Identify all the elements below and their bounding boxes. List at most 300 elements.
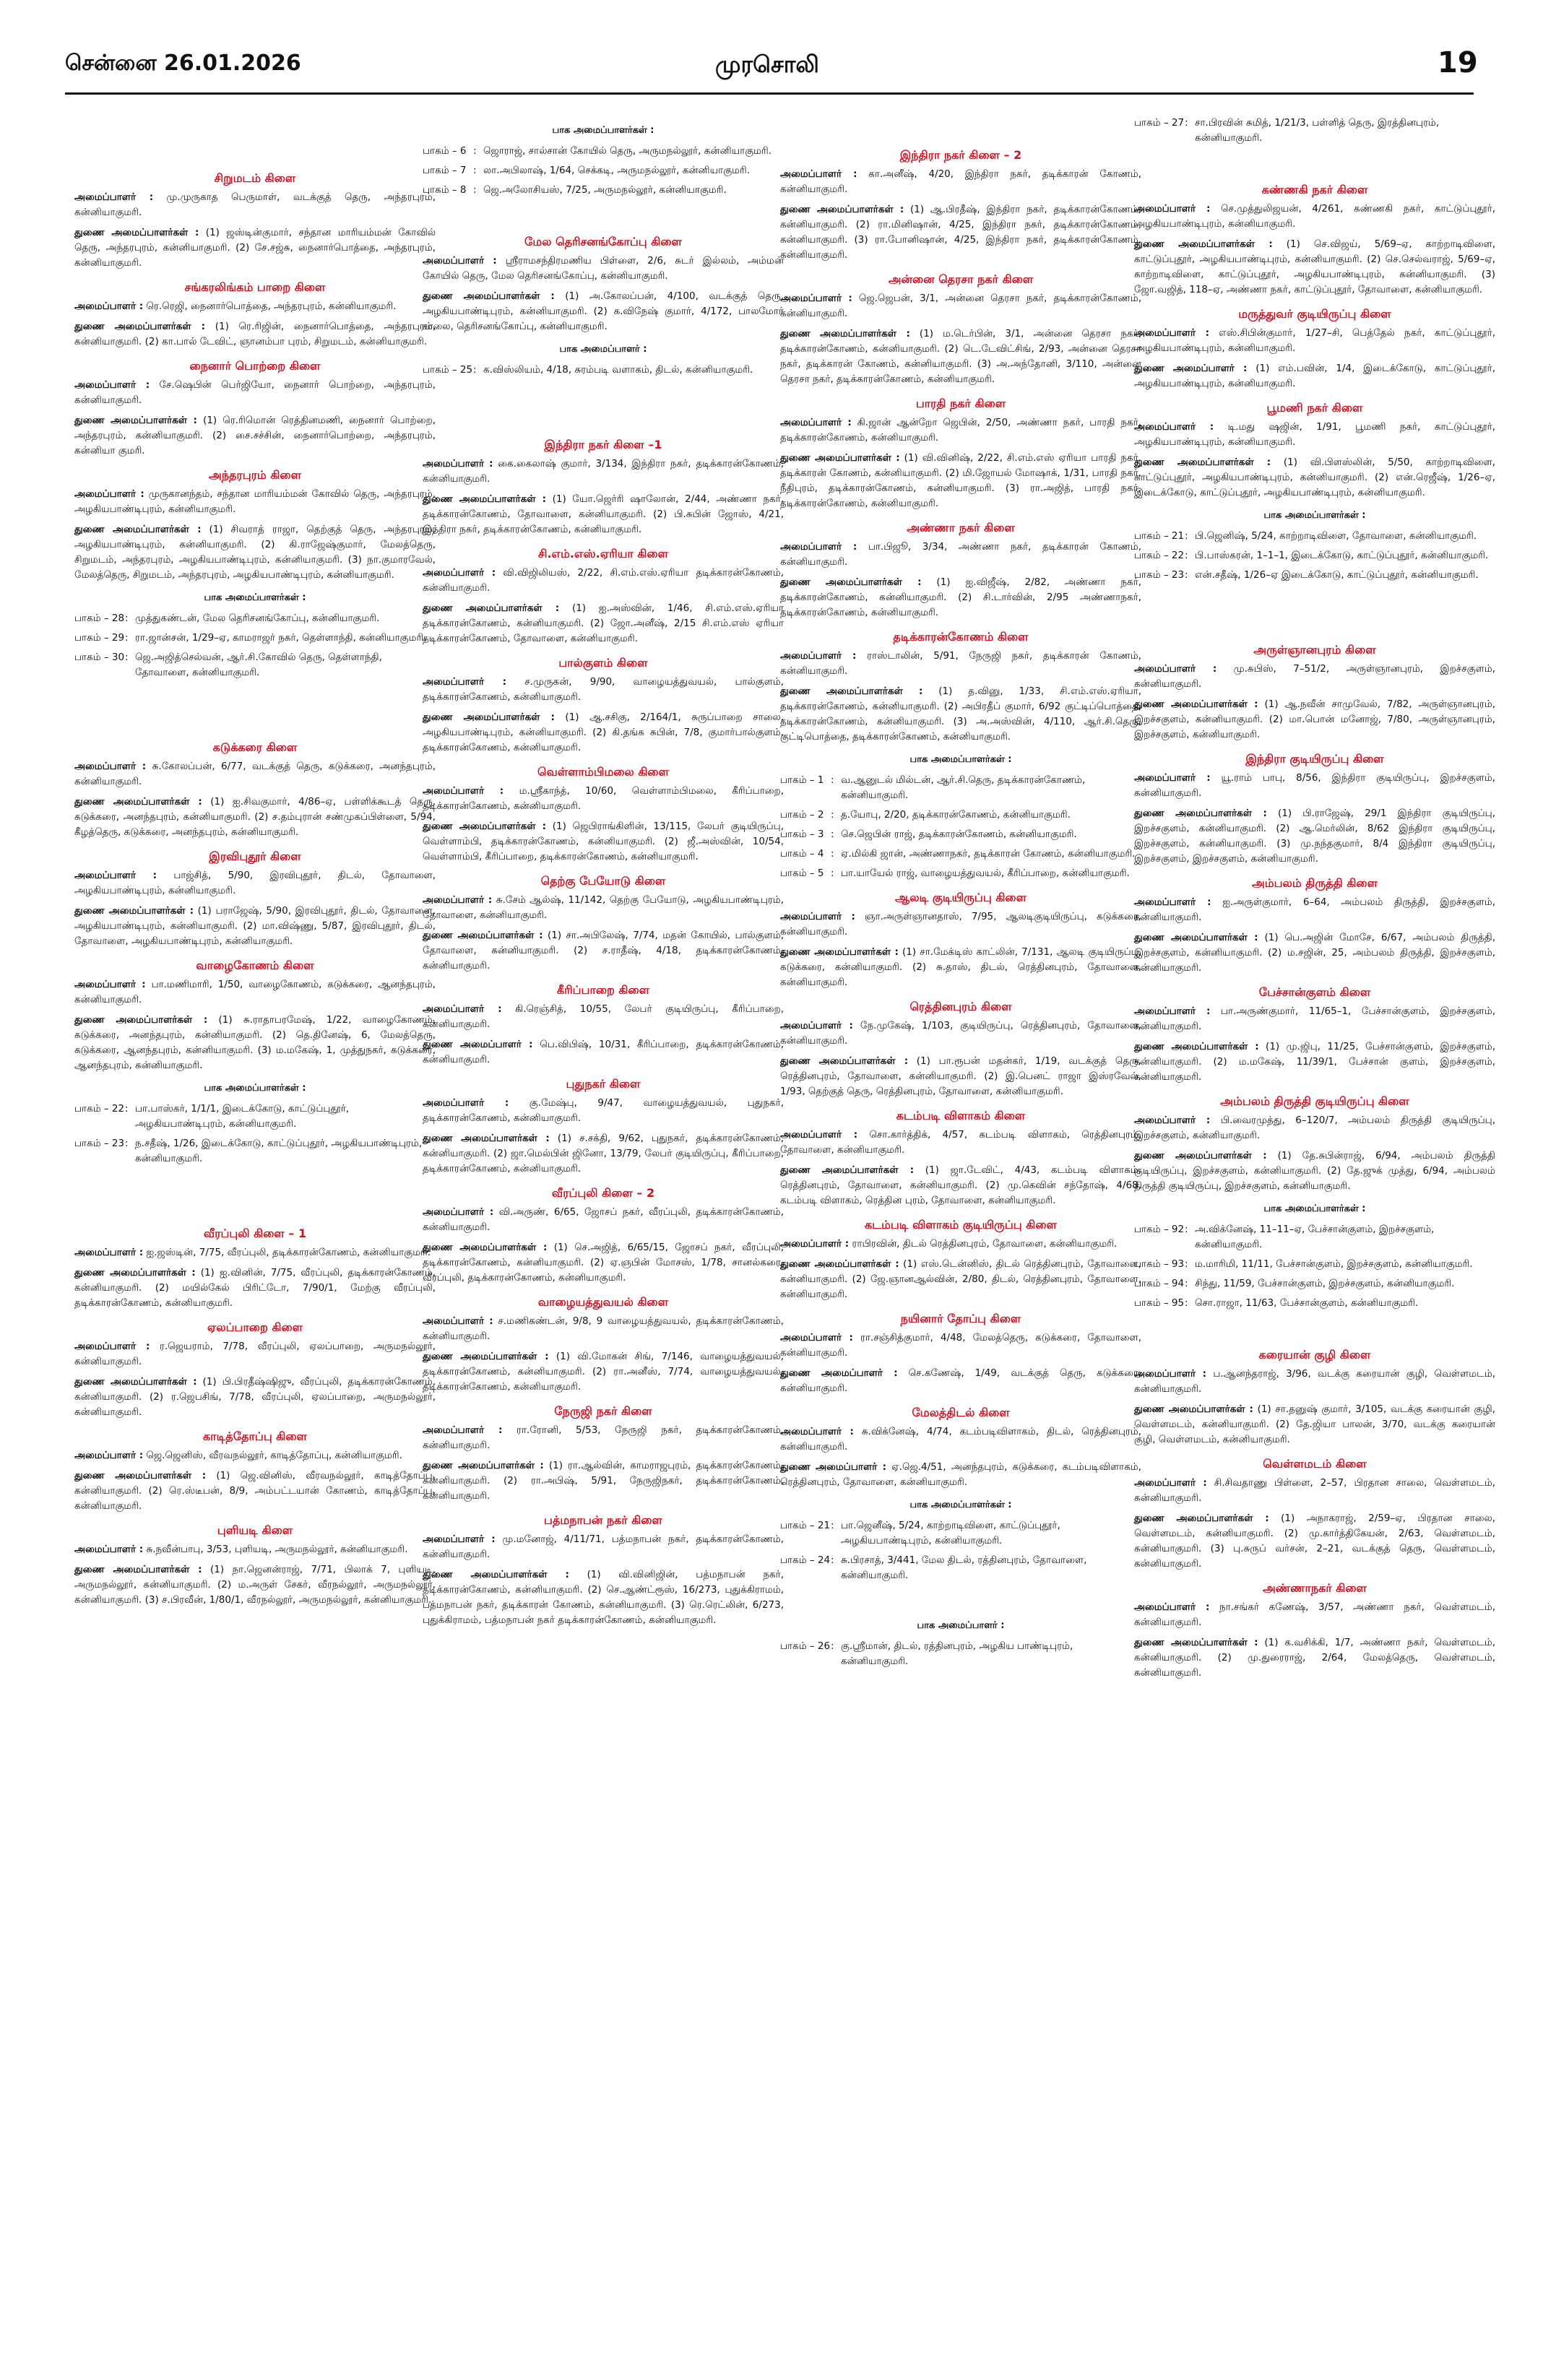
member-details: சே.ஷெபின் பெர்ஜியோ, நைனார் பொற்றை, அந்தரபுரம், கன்னியாகுமரி. bbox=[74, 379, 436, 406]
sub-heading: பாக அமைப்பாளர்கள் : bbox=[204, 592, 306, 603]
role-label: அமைப்பாளர் : bbox=[74, 979, 146, 990]
member-details: (1) ஜெபிராங்கிளின், 13/115, லேபர் குடியிருப்பு, வெள்ளாம்பி, தடிக்காரன்கோணம், கன்னியாகுமரி. (2) ஜீ.அஸ்வின், 10/54, வெள்ளாம்பி, கீரிப்பாறை, தடிக்காரன்கோணம், கன்னியாகுமரி. bbox=[423, 821, 784, 862]
member-entry bbox=[1134, 662, 1495, 692]
role-label: துணை அமைப்பாளர்கள் : bbox=[780, 328, 910, 339]
member-entry bbox=[1134, 1113, 1495, 1143]
booth-entry bbox=[74, 611, 436, 626]
section-heading: கீரிப்பாறை கிளை bbox=[556, 983, 650, 997]
role-label: துணை அமைப்பாளர்கள் : bbox=[423, 1133, 550, 1144]
role-label: அமைப்பாளர் : bbox=[780, 168, 857, 180]
member-details: (1) சிவராத் ராஜா, தெற்குத் தெரு, அந்தரபுரம், அழகியபாண்டிபுரம், கன்னியாகுமரி. (2) கி.ராஜேஷ்குமார், மேலத்தெரு, சிறுமடம், அந்தரபுரம், அழகியபாண்டிபுரம், கன்னியாகுமரி. (3) நா.குமாரவேல், மேலத்தெரு, சிறுமடம், அந்தரபுரம், அழகியபாண்டிபுரம், கன்னியாகுமரி. bbox=[74, 524, 436, 581]
member-entry bbox=[780, 575, 1141, 620]
section-heading: சிறுமடம் கிளை bbox=[214, 171, 296, 185]
spacer bbox=[1134, 150, 1495, 173]
booth-number: பாகம் – 2 bbox=[780, 809, 824, 821]
member-details: (1) பெ.அஜின் மோசே, 6/67, அம்பலம் திருத்தி, இறச்சகுளம், கன்னியாகுமரி. (2) ம.சஜின், 25, அம்பலம் திருத்தி, இறச்சகுளம், கன்னியாகுமரி. bbox=[1134, 932, 1495, 974]
section-heading: அண்ணாநகர் கிளை bbox=[1263, 1581, 1367, 1595]
role-label: அமைப்பாளர் : bbox=[1134, 1601, 1210, 1613]
section-heading: அன்னை தெரசா நகர் கிளை bbox=[888, 272, 1034, 286]
section-heading: சங்கரலிங்கம் பாறை கிளை bbox=[184, 280, 326, 294]
role-label: துணை அமைப்பாளர்கள் : bbox=[1134, 1041, 1259, 1052]
spacer bbox=[74, 1171, 436, 1217]
role-label: அமைப்பாளர் : bbox=[423, 894, 493, 906]
member-entry bbox=[1134, 1600, 1495, 1630]
member-entry bbox=[423, 928, 784, 974]
booth-details: லா.அபிலாஷ், 1/64, செக்கடி, அருமநல்லூர், கன்னியாகுமரி. bbox=[483, 165, 750, 176]
member-entry bbox=[780, 1163, 1141, 1208]
booth-details: க.விஸ்லியம், 4/18, சுரம்படி வளாகம், திடல், கன்னியாகுமரி. bbox=[483, 364, 753, 376]
booth-details: வ.ஆனுடல் மில்டன், ஆர்.சி.தெரு, தடிக்காரன்கோணம், கன்னியாகுமரி. bbox=[841, 774, 1086, 801]
booth-details: பா.ஜெனீஷ், 5/24, காற்றாடிவிளை, காட்டுப்புதூர், அழகியபாண்டிபுரம், கன்னியாகுமரி. bbox=[841, 1520, 1060, 1546]
role-label: அமைப்பாளர் : bbox=[780, 1426, 854, 1437]
member-entry bbox=[780, 945, 1141, 990]
booth-details: முத்துகண்டன், மேல தெரிசனங்கோப்பு, கன்னியாகுமரி. bbox=[135, 613, 380, 624]
column-2 bbox=[423, 116, 784, 1633]
member-entry bbox=[423, 784, 784, 814]
separator: : bbox=[831, 809, 834, 821]
separator: : bbox=[1185, 530, 1188, 542]
role-label: அமைப்பாளர் : bbox=[74, 1544, 144, 1555]
member-entry bbox=[74, 1339, 436, 1369]
section-heading: ரெத்தினபுரம் கிளை bbox=[909, 1000, 1012, 1013]
role-label: அமைப்பாளர் : bbox=[74, 379, 150, 391]
member-entry bbox=[1134, 1511, 1495, 1572]
member-details: (1) பராஜேஷ், 5/90, இரவிபுதூர், திடல், தோவாளை, அழகியபாண்டிபுரம், கன்னியாகுமரி. (2) மா.விஷ்ணு, 5/87, இரவிபுதூர், திடல், தோவாளை, அழகியபாண்டிபுரம், கன்னியாகுமரி. bbox=[74, 905, 436, 947]
booth-entry bbox=[74, 1102, 436, 1132]
member-entry bbox=[74, 378, 436, 408]
booth-entry bbox=[1134, 568, 1495, 583]
member-details: (1) வி.பிளஸ்லின், 5/50, காற்றாடிவிளை, காட்டுப்புதூர், அழகியபாண்டிபுரம், கன்னியாகுமரி. (2) என்.ரெஜீஷ், 1/26–ஏ, இடைக்கோடு, காட்டுப்புதூர், அழகியபாண்டிபுரம், கன்னியாகுமரி. bbox=[1134, 456, 1496, 498]
member-details: (1) ஆ.நவீன் சாமுவேல், 7/82, அருள்ஞானபுரம், இறச்சகுளம், கன்னியாகுமரி. (2) மா.பொன் மனோஜ், 7/80, அருள்ஞானபுரம், இறச்சகுளம், கன்னியாகுமரி. bbox=[1134, 698, 1496, 740]
booth-entry bbox=[74, 650, 436, 680]
member-entry bbox=[423, 675, 784, 705]
member-details: நா.சங்கர் கணேஷ், 3/57, அண்ணா நகர், வெள்ளமடம், கன்னியாகுமரி. bbox=[1134, 1601, 1495, 1628]
booth-entry bbox=[780, 1518, 1141, 1549]
separator: : bbox=[1185, 117, 1188, 129]
spacer bbox=[423, 202, 784, 225]
role-label: துணை அமைப்பாளர்கள் : bbox=[74, 1470, 207, 1481]
role-label: துணை அமைப்பாளர்கள் : bbox=[423, 711, 555, 723]
member-entry bbox=[74, 1448, 436, 1463]
role-label: துணை அமைப்பாளர்கள் : bbox=[1134, 456, 1271, 468]
section-heading: பால்குளம் கிளை bbox=[558, 656, 648, 670]
role-label: அமைப்பாளர் : bbox=[74, 488, 144, 500]
member-details: பி.வைரமுத்து, 6–120/7, அம்பலம் திருத்தி குடியிருப்பு, இறச்சகுளம், கன்னியாகுமரி. bbox=[1134, 1115, 1495, 1141]
member-entry bbox=[780, 415, 1141, 446]
member-entry bbox=[780, 1018, 1141, 1049]
member-details: மு.முருகாத பெருமாள், வடக்குத் தெரு, அந்தரபுரம், கன்னியாகுமரி. bbox=[74, 191, 436, 218]
role-label: அமைப்பாளர் : bbox=[74, 191, 154, 203]
booth-number: பாகம் – 22 bbox=[74, 1103, 125, 1115]
member-entry bbox=[1134, 1367, 1495, 1397]
member-details: (1) ரா.ஆல்வின், காமராஜபுரம், தடிக்காரன்கோணம், கன்னியாகுமரி. (2) ரா.அபிஷ், 5/91, நேருஜிநகர், தடிக்காரன்கோணம், கன்னியாகுமரி. bbox=[423, 1460, 784, 1502]
member-details: நே.முகேஷ், 1/103, குடியிருப்பு, ரெத்தினபுரம், தோவாளை, கன்னியாகுமரி. bbox=[780, 1020, 1141, 1047]
role-label: துணை அமைப்பாளர்கள் : bbox=[1134, 698, 1258, 710]
booth-number: பாகம் – 27 bbox=[1134, 117, 1185, 129]
separator: : bbox=[125, 1138, 129, 1149]
member-entry bbox=[74, 904, 436, 949]
member-entry bbox=[1134, 806, 1495, 867]
member-details: (1) சா.அபிலேஷ், 7/74, மதன் கோயில், பால்குளம், தோவாளை, கன்னியாகுமரி. (2) ச.ராதீஷ், 4/18, தடிக்காரன்கோணம், கன்னியாகுமரி. bbox=[423, 930, 784, 972]
role-label: அமைப்பாளர் : bbox=[1134, 1477, 1207, 1489]
separator: : bbox=[831, 774, 834, 786]
role-label: துணை அமைப்பாளர்கள் : bbox=[780, 946, 899, 958]
member-details: ம.ஸ்ரீகாந்த், 10/60, வெள்ளாம்பிமலை, கீரிப்பாறை, தடிக்காரன்கோணம், கன்னியாகுமரி. bbox=[423, 785, 784, 812]
member-details: (1) நா.ஜெனன்ராஜ், 7/71, பிலாக் 7, புளியடி, அருமநல்லூர், கன்னியாகுமரி. (2) ம.அருள் சேகர், வீரநல்லூர், அருமநல்லூர், கன்னியாகுமரி. (3) ச.பிரவீன், 1/80/1, வீரநல்லூர், அருமநல்லூர், கன்னியாகுமரி. bbox=[74, 1564, 436, 1606]
member-details: (1) ஐ.விஜீஷ், 2/82, அண்ணா நகர், தடிக்காரன்கோணம், கன்னியாகுமரி. (2) சி.டார்வின், 2/95 அண்ணாநகர், தடிக்காரன்கோணம், கன்னியாகுமரி. bbox=[780, 576, 1142, 618]
member-entry bbox=[780, 649, 1141, 679]
booth-details: ம.மாரிமி, 11/11, பேச்சான்குளம், இறச்சகுளம், கன்னியாகுமரி. bbox=[1195, 1258, 1473, 1270]
role-label: அமைப்பாளர் : bbox=[780, 1129, 858, 1141]
member-details: ஏ.ஜெ.4/51, அனந்தபுரம், கடுக்கரை, கடம்படிவிளாகம், ரெத்தினபுரம், தோவாளை, கன்னியாகுமரி. bbox=[780, 1461, 1142, 1488]
booth-details: ரா.ஜான்சன், 1/29–ஏ, காமராஜர் நகர், தெள்ளாந்தி, கன்னியாகுமரி. bbox=[135, 632, 427, 644]
member-entry bbox=[423, 710, 784, 756]
separator: : bbox=[473, 364, 477, 376]
booth-entry bbox=[1134, 529, 1495, 544]
booth-number: பாகம் – 93 bbox=[1134, 1258, 1185, 1270]
member-details: (1) செ.விஜய், 5/69–ஏ, காற்றாடிவிளை, காட்டுப்புதூர், அழகியபாண்டிபுரம், கன்னியாகுமரி. (2) செ.செல்வராஜ், 5/69–ஏ, காற்றாடிவிளை, காட்டுப்புதூர், அழகியபாண்டிபுரம், கன்னியாகுமரி. (3) ஜோ.வஜித், 118–ஏ, அண்ணா நகர், காட்டுப்புதூர், தோவாளை, கன்னியாகுமரி. bbox=[1134, 238, 1495, 295]
section-heading: தடிக்காரன்கோணம் கிளை bbox=[893, 630, 1029, 644]
member-details: (1) ரெ.ரிஜின், நைனார்பொத்தை, அந்தரபுரம், கன்னியாகுமரி. (2) கா.பால் டேவிட், ஞானம்பா புரம், சிறுமடம், கன்னியாகுமரி. bbox=[74, 321, 436, 347]
role-label: துணை அமைப்பாளர்கள் : bbox=[1134, 1403, 1253, 1415]
member-entry bbox=[780, 1257, 1141, 1302]
section-heading: இரவிபுதூர் கிளை bbox=[209, 849, 301, 863]
member-entry bbox=[74, 1562, 436, 1608]
booth-entry bbox=[780, 1553, 1141, 1583]
role-label: துணை அமைப்பாளர்கள் : bbox=[423, 821, 547, 832]
member-entry bbox=[423, 893, 784, 923]
member-entry bbox=[423, 289, 784, 334]
role-label: அமைப்பாளர் : bbox=[780, 1332, 853, 1343]
member-details: (1) பி.பிரதீஷ்ஷிஜு, வீரப்புலி, தடிக்காரன்கோணம், கன்னியாகுமரி. (2) ர.ஜெபசிங், 7/78, வீரப்புலி, ஏலப்பாறை, அருமநல்லூர், கன்னியாகுமரி. bbox=[74, 1376, 436, 1418]
role-label: துணை அமைப்பாளர்கள் : bbox=[1134, 238, 1273, 250]
member-details: பாஜ்சித், 5/90, இரவிபுதூர், திடல், தோவாளை, அழகியபாண்டிபுரம், கன்னியாகுமரி. bbox=[74, 870, 436, 896]
booth-details: சு.பிரசாத், 3/441, மேல திடல், ரத்தினபுரம், தோவாளை, கன்னியாகுமரி. bbox=[841, 1554, 1087, 1581]
member-entry bbox=[780, 1330, 1141, 1361]
member-details: (1) எஸ்.டென்னிஸ், திடல் ரெத்தினபுரம், தோவாளை, கன்னியாகுமரி. (2) ஜே.ஞானஆல்வின், 2/80, திடல், ரெத்தினபுரம், தோவாளை, கன்னியாகுமரி. bbox=[780, 1258, 1141, 1300]
member-details: ரா.ரோனி, 5/53, நேருஜி நகர், தடிக்காரன்கோணம், கன்னியாகுமரி. bbox=[423, 1424, 784, 1451]
member-entry bbox=[74, 977, 436, 1008]
member-details: (1) ஐ.சிவகுமார், 4/86–ஏ, பள்ளிக்கூடத் தெரு, கடுக்கரை, அனந்தபுரம், கன்னியாகுமரி. (2) ச.தம்புரான் சண்முகப்பிள்ளை, 5/94, கீழத்தெரு, கடுக்கரை, அனந்தபுரம், கன்னியாகுமரி. bbox=[74, 796, 436, 838]
section-heading: நேருஜி நகர் கிளை bbox=[554, 1404, 652, 1418]
section-heading: மேல தெரிசனங்கோப்பு கிளை bbox=[524, 235, 682, 248]
separator: : bbox=[1185, 1258, 1188, 1270]
role-label: துணை அமைப்பாளர் : bbox=[780, 1367, 898, 1379]
member-details: (1) வி.வினிஜின், பத்மநாபன் நகர், தடிக்காரன்கோணம், கன்னியாகுமரி. (2) செ.ஆண்ட்ரூஸ், 16/273, புதுக்கிராமம், பத்மநாபன் நகர், தடிக்காரன் கோணம், கன்னியாகுமரி. (3) ரெ.ரெட்லின், 6/273, புதுக்கிராமம், பத்மநாபன் நகர் தடிக்காரன்கோணம், கன்னியாகுமரி. bbox=[423, 1569, 785, 1626]
role-label: துணை அமைப்பாளர்கள் : bbox=[1134, 1637, 1258, 1648]
booth-number: பாகம் – 6 bbox=[423, 145, 467, 157]
sub-heading: பாக அமைப்பாளர்கள் : bbox=[1263, 510, 1366, 521]
member-details: ராபிரவின், திடல் ரெத்தினபுரம், தோவாளை, கன்னியாகுமரி. bbox=[849, 1238, 1118, 1250]
member-entry bbox=[74, 759, 436, 789]
section-heading: புளியடி கிளை bbox=[217, 1523, 293, 1537]
member-details: மு.சுபிஸ், 7–51/2, அருள்ஞானபுரம், இறச்சகுளம், கன்னியாகுமரி. bbox=[1134, 663, 1495, 690]
member-details: பா.அருண்குமார், 11/65–1, பேச்சான்குளம், இறச்சகுளம், கன்னியாகுமரி. bbox=[1134, 1005, 1495, 1032]
sub-heading: பாக அமைப்பாளர்கள் : bbox=[909, 1500, 1012, 1510]
role-label: அமைப்பாளர் : bbox=[780, 911, 855, 922]
section-heading: வீரப்புலி கிளை – 2 bbox=[551, 1186, 655, 1200]
section-heading: அந்தரபுரம் கிளை bbox=[208, 468, 302, 482]
section-heading: அம்பலம் திருத்தி கிளை bbox=[1251, 876, 1378, 890]
role-label: அமைப்பாளர் : bbox=[1134, 203, 1211, 215]
role-label: அமைப்பாளர் : bbox=[423, 1206, 494, 1218]
section-heading: காடித்தோப்பு கிளை bbox=[203, 1429, 307, 1443]
booth-entry bbox=[780, 866, 1141, 881]
section-heading: நைனார் பொற்றை கிளை bbox=[189, 359, 321, 373]
column-4 bbox=[1134, 116, 1495, 1686]
role-label: அமைப்பாளர் : bbox=[780, 1020, 853, 1031]
member-entry bbox=[74, 190, 436, 220]
role-label: அமைப்பாளர் : bbox=[1134, 1368, 1207, 1380]
section-heading: கண்ணகி நகர் கிளை bbox=[1261, 183, 1368, 196]
member-details: ஜெ.ஜெனிஸ், வீரவநல்லூர், காடித்தோப்பு, கன்னியாகுமரி. bbox=[143, 1450, 402, 1461]
role-label: துணை அமைப்பாளர்கள் : bbox=[780, 1055, 909, 1067]
role-label: அமைப்பாளர் : bbox=[74, 870, 157, 881]
section-heading: பத்மநாபன் நகர் கிளை bbox=[544, 1513, 662, 1527]
role-label: அமைப்பாளர் : bbox=[74, 1341, 150, 1352]
role-label: அமைப்பாளர் : bbox=[1134, 772, 1211, 784]
member-entry bbox=[423, 1037, 784, 1068]
role-label: அமைப்பாளர் : bbox=[1134, 421, 1214, 433]
member-entry bbox=[780, 1424, 1141, 1455]
role-label: துணை அமைப்பாளர்கள் : bbox=[74, 1564, 202, 1575]
booth-details: சொ.ராஜா, 11/63, பேச்சான்குளம், கன்னியாகுமரி. bbox=[1195, 1297, 1419, 1309]
member-details: (1) த.வினு, 1/33, சி.எம்.எஸ்.ஏரியா, தடிக்காரன்கோணம், கன்னியாகுமரி. (2) அபிரதீப் குமார், 6/92 குட்டிப்பொத்தை, தடிக்காரன்கோணம், கன்னியாகுமரி. (3) அ.அஸ்வின், 4/110, ஆர்.சி.தெரு, குட்டிபொத்தை, தடிக்காரன்கோணம், கன்னியாகுமரி. bbox=[780, 685, 1141, 743]
role-label: அமைப்பாளர் : bbox=[74, 1247, 144, 1258]
role-label: துணை அமைப்பாளர்கள் : bbox=[423, 1242, 548, 1253]
column-1 bbox=[74, 116, 436, 1613]
role-label: அமைப்பாளர் : bbox=[74, 1450, 144, 1461]
member-entry bbox=[780, 909, 1141, 940]
separator: : bbox=[1185, 1278, 1188, 1289]
member-entry bbox=[423, 1240, 784, 1286]
section-heading: அண்ணா நகர் கிளை bbox=[907, 521, 1015, 535]
member-entry bbox=[1134, 1039, 1495, 1085]
member-entry bbox=[423, 1205, 784, 1235]
member-details: (1) ம.டெர்பின், 3/1, அன்னை தெரசா நகர், தடிக்காரன்கோணம், கன்னியாகுமரி. (2) டெ.டேவிட்சிங், 2/93, அன்னை தெரசா நகர், தடிக்காரன் கோணம், கன்னியாகுமரி. (3) அ.அந்தோனி, 3/110, அன்னை தெரசா நகர், தடிக்காரன்கோணம், கன்னியாகுமரி. bbox=[780, 328, 1141, 385]
booth-number: பாகம் – 26 bbox=[780, 1640, 831, 1652]
member-details: (1) பி.ராஜேஷ், 29/1 இந்திரா குடியிருப்பு, இறச்சகுளம், கன்னியாகுமரி. (2) ஆ.மெர்லின், 8/62 இந்திரா குடியிருப்பு, இறச்சகுளம், கன்னியாகுமரி. (3) மு.நந்தகுமார், 8/4 இந்திரா குடியிருப்பு, இறச்சகுளம், இறச்சகுளம், கன்னியாகுமரி. bbox=[1134, 808, 1495, 865]
member-details: (1) எம்.பவின், 1/4, இடைக்கோடு, காட்டுப்புதூர், அழகியபாண்டிபுரம், கன்னியாகுமரி. bbox=[1134, 363, 1495, 389]
member-entry bbox=[74, 1375, 436, 1420]
member-entry bbox=[74, 487, 436, 517]
member-entry bbox=[1134, 1148, 1495, 1194]
role-label: அமைப்பாளர் : bbox=[423, 676, 507, 688]
role-label: அமைப்பாளர் : bbox=[423, 255, 497, 267]
member-details: செ.முத்துலிஜயன், 4/261, கண்ணகி நகர், காட்டுப்புதூர், அழகியபாண்டிபுரம், கன்னியாகுமரி. bbox=[1134, 203, 1495, 230]
booth-entry bbox=[780, 1639, 1141, 1669]
role-label: துணை அமைப்பாளர்கள் : bbox=[423, 602, 560, 614]
member-entry bbox=[1134, 1476, 1495, 1506]
member-details: பா.பிஜூ, 3/34, அண்ணா நகர், தடிக்காரன் கோணம், கன்னியாகுமரி. bbox=[780, 541, 1141, 568]
member-details: ஐ.ஜஸ்டின், 7/75, வீரப்புலி, தடிக்காரன்கோணம், கன்னியாகுமரி. bbox=[143, 1247, 431, 1258]
member-entry bbox=[423, 1532, 784, 1562]
booth-details: சா.பிரவின் சுமித், 1/21/3, பள்ளித் தெரு, இரத்தினபுரம், கன்னியாகுமரி. bbox=[1195, 117, 1440, 144]
separator: : bbox=[831, 867, 834, 879]
member-details: (1) அநாகராஜ், 2/59–ஏ, பிரதான சாலை, வெள்ளமடம், கன்னியாகுமரி. (2) மு.கார்த்திகேயன், 2/63, வெள்ளமடம், கன்னியாகுமரி. (3) பு.சுருப் வர்சன், 2–21, வடக்குத் தெரு, வெள்ளமடம், கன்னியாகுமரி. bbox=[1134, 1513, 1495, 1570]
role-label: துணை அமைப்பாளர்கள் : bbox=[1134, 808, 1267, 819]
member-details: சு.நவீன்பாபு, 3/53, புளியடி, அருமநல்லூர், கன்னியாகுமரி. bbox=[143, 1544, 408, 1555]
booth-number: பாகம் – 21 bbox=[780, 1520, 831, 1531]
role-label: அமைப்பாளர் : bbox=[780, 417, 852, 428]
member-details: (1) சு.ராதாபரமேஷ், 1/22, வாழைகோணம், கடுக்கரை, அனந்தபுரம், கன்னியாகுமரி. (2) தெ.தினேஷ், 6, மேலத்தெரு, கடுக்கரை, ஆனந்தபுரம், கன்னியாகுமரி. (3) ம.மகேஷ், 1, முத்துநகர், கடுக்கரை, ஆனந்தபுரம், கன்னியாகுமரி. bbox=[74, 1014, 436, 1071]
role-label: அமைப்பாளர் : bbox=[780, 293, 852, 304]
separator: : bbox=[1185, 1224, 1188, 1235]
spacer bbox=[1134, 587, 1495, 633]
member-details: (1) ரெ.ரிமொன் ரெத்தினமணி, நைனார் பொற்றை, அந்தரபுரம், கன்னியாகுமரி. (2) சை.சச்சின், நைனார்பொற்றை, அந்தரபுரம், கன்னியா குமரி. bbox=[74, 415, 436, 456]
member-details: ஞா.அருள்ஞானதாஸ், 7/95, ஆலடிகுடியிருப்பு, கடுக்கரை, கன்னியாகுமரி. bbox=[780, 911, 1141, 938]
member-details: ஐ.அருள்குமார், 6–64, அம்பலம் திருத்தி, இறச்சகுளம், கன்னியாகுமரி. bbox=[1134, 896, 1495, 923]
member-details: டி.மது ஷஜின், 1/91, பூமணி நகர், காட்டுப்புதூர், அழகியபாண்டிபுரம், கன்னியாகுமரி. bbox=[1134, 421, 1495, 448]
member-details: (1) தே.சுபின்ராஜ், 6/94, அம்பலம் திருத்தி குடியிருப்பு, இறச்சகுளம், கன்னியாகுமரி. (2) தே.ஜுக் முத்து, 6/94, அம்பலம் திருத்தி குடியிருப்பு, இறச்சகுளம், கன்னியாகுமரி. bbox=[1134, 1150, 1495, 1192]
booth-entry bbox=[423, 183, 784, 198]
member-details: (1) சா.மேக்டிஸ் காட்லின், 7/131, ஆலடி குடியிருப்பு, கடுக்கரை, கன்னியாகுமரி. (2) சு.தாஸ், திடல், ரெத்தினபுரம், தோவாளை, கன்னியாகுமரி. bbox=[780, 946, 1142, 988]
section-heading: சி.எம்.எஸ்.ஏரியா கிளை bbox=[537, 547, 669, 561]
member-details: (1) ஆ.பிரதீஷ், இந்திரா நகர், தடிக்காரன்கோணம், கன்னியாகுமரி. (2) ரா.மினிஷான், 4/25, இந்திரா நகர், தடிக்காரன்கோணம், கன்னியாகுமரி. (3) ரா.போனிஷான், 4/25, இந்திரா நகர், தடிக்காரன்கோணம், கன்னியாகுமரி. bbox=[780, 204, 1141, 261]
booth-entry bbox=[423, 144, 784, 159]
section-heading: மேலத்திடல் கிளை bbox=[912, 1406, 1010, 1419]
spacer bbox=[780, 116, 1141, 139]
role-label: துணை அமைப்பாளர்கள் : bbox=[423, 493, 546, 505]
member-entry bbox=[780, 1054, 1141, 1099]
member-entry bbox=[74, 1468, 436, 1514]
role-label: துணை அமைப்பாளர்கள் : bbox=[74, 905, 194, 917]
member-entry bbox=[780, 684, 1141, 745]
member-details: வி.விஜிலியஸ், 2/22, சி.எம்.எஸ்.ஏரியா தடிக்காரன்கோணம், கன்னியாகுமரி. bbox=[423, 567, 785, 594]
booth-number: பாகம் – 21 bbox=[1134, 530, 1185, 542]
role-label: துணை அமைப்பாளர்கள் : bbox=[780, 1258, 899, 1270]
member-entry bbox=[780, 1460, 1141, 1490]
member-entry bbox=[74, 522, 436, 583]
member-entry bbox=[74, 413, 436, 459]
role-label: துணை அமைப்பாளர்கள் : bbox=[74, 524, 202, 535]
booth-number: பாகம் – 4 bbox=[780, 848, 824, 860]
member-entry bbox=[423, 1423, 784, 1453]
booth-number: பாகம் – 5 bbox=[780, 867, 824, 879]
separator: : bbox=[473, 145, 477, 157]
member-details: வி.அருண், 6/65, ஜோசப் நகர், வீரப்புலி, தடிக்காரன்கோணம், கன்னியாகுமரி. bbox=[423, 1206, 785, 1233]
separator: : bbox=[125, 1103, 129, 1115]
column-3 bbox=[780, 116, 1141, 1674]
role-label: அமைப்பாளர் : bbox=[1134, 1115, 1211, 1126]
member-entry bbox=[1134, 771, 1495, 801]
role-label: அமைப்பாளர் : bbox=[423, 1315, 493, 1327]
booth-details: பா.யாயேல் ராஜ், வாழையத்துவயல், கீரிப்பாறை, கன்னியாகுமரி. bbox=[841, 867, 1130, 879]
role-label: துணை அமைப்பாளர்கள் : bbox=[74, 415, 197, 426]
header-rule bbox=[65, 92, 1474, 95]
booth-number: பாகம் – 28 bbox=[74, 613, 125, 624]
booth-entry bbox=[74, 631, 436, 646]
role-label: துணை அமைப்பாளர்கள் : bbox=[1134, 1513, 1269, 1524]
section-heading: இந்திரா குடியிருப்பு கிளை bbox=[1245, 752, 1384, 766]
role-label: துணை அமைப்பாளர்கள் : bbox=[1134, 1150, 1267, 1161]
member-details: சு.சேம் ஆல்ஷ், 11/142, தெற்கு பேயோடு, அழகியபாண்டிபுரம், தோவாளை, கன்னியாகுமரி. bbox=[423, 894, 784, 921]
member-details: (1) ஐ.வினின், 7/75, வீரப்புலி, தடிக்காரன்கோணம், கன்னியாகுமரி. (2) மயில்கேல் பிரிட்டோ, 7/90/1, மேற்கு வீரப்புலி, தடிக்காரன்கோணம், கன்னியாகுமரி. bbox=[74, 1267, 436, 1309]
member-entry bbox=[780, 1366, 1141, 1396]
booth-number: பாகம் – 92 bbox=[1134, 1224, 1185, 1235]
member-entry bbox=[1134, 420, 1495, 450]
member-details: ரா.சஞ்சித்குமார், 4/48, மேலத்தெரு, கடுக்கரை, தோவாளை, கன்னியாகுமரி. bbox=[780, 1332, 1141, 1359]
booth-entry bbox=[1134, 1222, 1495, 1252]
role-label: துணை அமைப்பாளர்கள் : bbox=[74, 1267, 196, 1278]
member-entry bbox=[1134, 1402, 1495, 1448]
role-label: அமைப்பாளர் : bbox=[780, 650, 857, 662]
booth-entry bbox=[1134, 548, 1495, 563]
separator: : bbox=[831, 848, 834, 860]
member-entry bbox=[74, 1542, 436, 1557]
section-heading: இந்திரா நகர் கிளை – 2 bbox=[899, 148, 1022, 162]
separator: : bbox=[831, 1554, 834, 1566]
member-entry bbox=[1134, 361, 1495, 391]
member-details: (1) செ.அஜித், 6/65/15, ஜோசப் நகர், வீரப்புலி, தடிக்காரன்கோணம், கன்னியாகுமரி. (2) ஏ.ஞபின் மோசஸ், 1/78, சானல்கரை, வீரப்புலி, தடிக்காரன்கோணம், கன்னியாகுமரி. bbox=[423, 1242, 784, 1284]
newspaper-title: முரசொலி bbox=[715, 51, 819, 78]
member-details: ஸ்ரீராமசந்திரமணிய பிள்ளை, 2/6, சுடர் இல்லம், அம்மன் கோயில் தெரு, மேல தெரிசனங்கோப்பு, கன்னியாகுமரி. bbox=[423, 255, 784, 282]
separator: : bbox=[473, 184, 477, 196]
booth-number: பாகம் – 1 bbox=[780, 774, 824, 786]
role-label: அமைப்பாளர் : bbox=[423, 1097, 509, 1109]
section-heading: அருள்ஞானபுரம் கிளை bbox=[1253, 643, 1376, 657]
member-details: கி.ஜான் ஆன்றோ ஜெபின், 2/50, அண்ணா நகர், பாரதி நகர், தடிக்காரன்கோணம், கன்னியாகுமரி. bbox=[780, 417, 1141, 443]
role-label: துணை அமைப்பாளர்கள் : bbox=[423, 930, 543, 941]
member-entry bbox=[423, 1131, 784, 1177]
booth-entry bbox=[1134, 116, 1495, 146]
role-label: துணை அமைப்பாளர்கள் : bbox=[423, 1460, 544, 1471]
booth-details: ஜெ.அஜித்செல்வன், ஆர்.சி.கோவில் தெரு, தெள்ளாந்தி, தோவாளை, கன்னியாகுமரி. bbox=[135, 652, 382, 678]
section-heading: மருத்துவர் குடியிருப்பு கிளை bbox=[1238, 307, 1391, 321]
member-entry bbox=[423, 1314, 784, 1344]
booth-details: கு.ஸ்ரீமான், திடல், ரத்தினபுரம், அழகிய பாண்டிபுரம், கன்னியாகுமரி. bbox=[841, 1640, 1073, 1667]
member-entry bbox=[74, 225, 436, 271]
role-label: துணை அமைப்பாளர்கள் : bbox=[74, 321, 206, 332]
role-label: துணை அமைப்பாளர்கள் : bbox=[780, 576, 922, 588]
role-label: துணை அமைப்பாளர் : bbox=[780, 1461, 887, 1473]
member-details: மு.மனோஜ், 4/11/71, பத்மநாபன் நகர், தடிக்காரன்கோணம், கன்னியாகுமரி. bbox=[423, 1533, 784, 1560]
section-heading: கடம்படி விளாகம் குடியிருப்பு கிளை bbox=[865, 1218, 1057, 1232]
member-details: (1) க.வசிக்கி, 1/7, அண்ணா நகர், வெள்ளமடம், கன்னியாகுமரி. (2) மு.துரைராஜ், 2/64, மேலத்தெரு, வெள்ளமடம், கன்னியாகுமரி. bbox=[1134, 1637, 1495, 1679]
spacer bbox=[423, 382, 784, 428]
booth-entry bbox=[780, 773, 1141, 803]
booth-details: என்.சதீஷ், 1/26–ஏ இடைக்கோடு, காட்டுப்புதூர், கன்னியாகுமரி. bbox=[1195, 569, 1479, 581]
member-details: (1) வி.வினிஷ், 2/22, சி.எம்.எஸ் ஏரியா பாரதி நகர், தடிக்காரன் கோணம், கன்னியாகுமரி. (2) மி.ஜோயல் மோஷாக், 1/31, பாரதி நகர், நீதிபுரம், தடிக்காரன்கோணம், கன்னியாகுமரி. (3) ரா.அஜித், பாரதி நகர், தடிக்காரன்கோணம், கன்னியாகுமரி. bbox=[780, 452, 1142, 509]
role-label: துணை அமைப்பாளர்கள் : bbox=[74, 1014, 208, 1026]
role-label: அமைப்பாளர் : bbox=[780, 1238, 850, 1250]
booth-details: அ.விக்னேஷ், 11–11–ஏ, பேச்சான்குளம், இறச்சகுளம், கன்னியாகுமரி. bbox=[1195, 1224, 1435, 1250]
member-entry bbox=[74, 299, 436, 314]
member-entry bbox=[1134, 697, 1495, 743]
booth-details: ஜொராஜ், சால்சான் கோயில் தெரு, அருமநல்லூர், கன்னியாகுமரி. bbox=[483, 145, 772, 157]
member-details: யூ.ராம் பாபு, 8/56, இந்திரா குடியிருப்பு, இறச்சகுளம், கன்னியாகுமரி. bbox=[1134, 772, 1496, 799]
booth-details: ஏ.மில்கி ஜான், அண்ணாநகர், தடிக்காரன் கோணம், கன்னியாகுமரி. bbox=[841, 848, 1136, 860]
separator: : bbox=[1185, 1297, 1188, 1309]
member-entry bbox=[1134, 202, 1495, 232]
section-heading: தெற்கு பேயோடு கிளை bbox=[540, 874, 666, 888]
booth-entry bbox=[1134, 1276, 1495, 1291]
member-entry bbox=[74, 1013, 436, 1073]
member-details: (1) ஜா.டேவிட், 4/43, கடம்படி விளாகம், ரெத்தினபுரம், தோவாளை, கன்னியாகுமரி. (2) மு.கெவின் சந்தோஷ், 4/68, கடம்படி விளாகம், ரெத்தின புரம், தோவாளை, கன்னியாகுமரி. bbox=[780, 1164, 1141, 1206]
member-entry bbox=[1134, 895, 1495, 925]
member-details: முருகானந்தம், சந்தான மாரியம்மன் கோவில் தெரு, அந்தரபுரம், அழகியபாண்டிபுரம், கன்னியாகுமரி. bbox=[74, 488, 436, 515]
sub-heading: பாக அமைப்பாளர் : bbox=[917, 1620, 1005, 1631]
member-details: ராஸ்டாலின், 5/91, நேருஜி நகர், தடிக்காரன் கோணம், கன்னியாகுமரி. bbox=[780, 650, 1141, 677]
booth-number: பாகம் – 23 bbox=[74, 1138, 125, 1149]
member-details: ப.ஆனந்தராஜ், 3/96, வடக்கு கரையான் குழி, வெள்ளமடம், கன்னியாகுமரி. bbox=[1134, 1368, 1496, 1395]
member-entry bbox=[74, 1265, 436, 1311]
separator: : bbox=[125, 632, 129, 644]
section-heading: பேச்சான்குளம் கிளை bbox=[1258, 985, 1371, 999]
booth-details: பா.பாஸ்கர், 1/1/1, இடைக்கோடு, காட்டுப்புதூர், அழகியபாண்டிபுரம், கன்னியாகுமரி. bbox=[135, 1103, 350, 1130]
separator: : bbox=[125, 652, 129, 663]
separator: : bbox=[831, 828, 834, 840]
